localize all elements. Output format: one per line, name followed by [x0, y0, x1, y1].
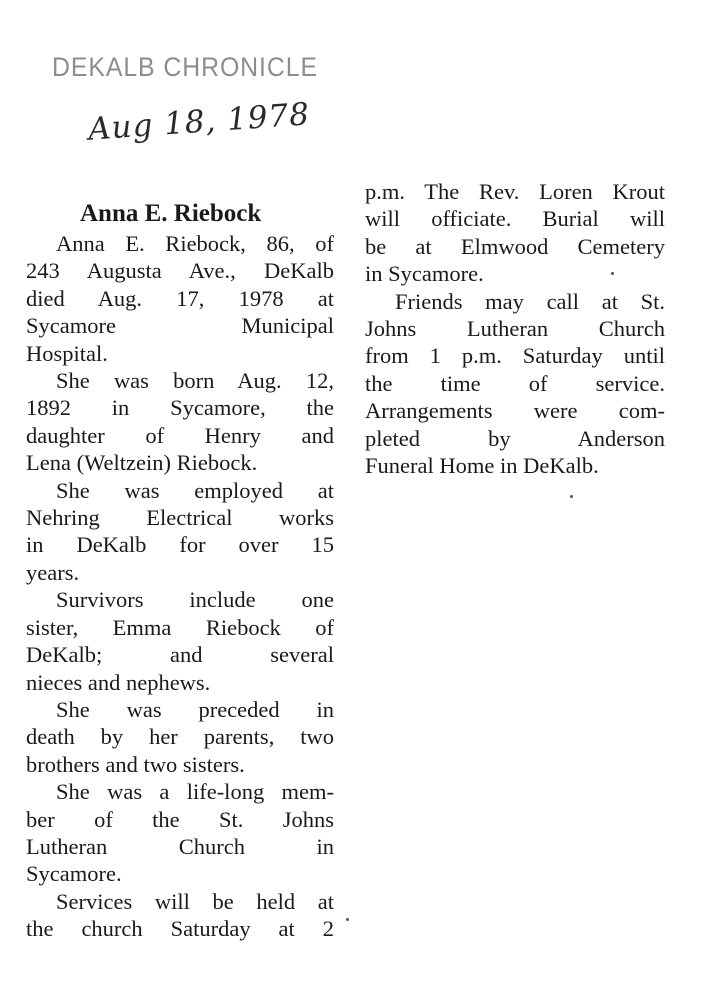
text-line: Survivors include one [56, 587, 334, 613]
text-line: Lutheran Church in [26, 833, 334, 859]
text-line: p.m. The Rev. Loren Krout [365, 179, 665, 204]
text-line: She was preceded in [56, 696, 334, 722]
obituary-column-2 [365, 178, 665, 479]
text-line: She was born Aug. 12, [56, 368, 334, 394]
text-line: sister, Emma Riebock of [26, 614, 334, 640]
newspaper-masthead: DEKALB CHRONICLE [52, 52, 318, 82]
text-line: ber of the St. Johns [26, 806, 334, 832]
text-line: died Aug. 17, 1978 at [26, 285, 334, 311]
text-line: daughter of Henry and [26, 422, 334, 448]
text-line: in Sycamore. [365, 261, 484, 287]
text-line: Arrangements were com- [365, 398, 665, 424]
text-line: She was a life-long mem- [56, 779, 334, 805]
obituary-column-1 [26, 230, 334, 943]
text-line: 1892 in Sycamore, the [26, 395, 334, 421]
text-line: 243 Augusta Ave., DeKalb [26, 258, 334, 284]
text-line: from 1 p.m. Saturday until [365, 343, 665, 369]
text-line: in DeKalb for over 15 [26, 532, 334, 558]
text-line: Hospital. [26, 340, 108, 366]
handwritten-date: Aug 18, 1978 [87, 96, 312, 148]
text-line: nieces and nephews. [26, 669, 211, 695]
text-line: DeKalb; and several [26, 642, 334, 668]
print-speck [611, 272, 614, 275]
text-line: the time of service. [365, 370, 665, 396]
text-line: Nehring Electrical works [26, 505, 334, 531]
text-line: Funeral Home in DeKalb. [365, 453, 599, 479]
text-line: death by her parents, two [26, 724, 334, 750]
text-line: Sycamore. [26, 861, 122, 887]
text-line: Friends may call at St. [395, 288, 665, 314]
text-line: pleted by Anderson [365, 425, 665, 451]
text-line: Services will be held at [56, 888, 334, 914]
text-line: Lena (Weltzein) Riebock. [26, 450, 258, 476]
text-line: the church Saturday at 2 [26, 916, 334, 942]
print-speck [346, 918, 349, 921]
obituary-headline: Anna E. Riebock [80, 200, 262, 227]
text-line: brothers and two sisters. [26, 751, 245, 777]
text-line: Johns Lutheran Church [365, 316, 665, 342]
text-line: will officiate. Burial will [365, 206, 665, 232]
text-line: be at Elmwood Cemetery [365, 233, 665, 259]
text-line: She was employed at [56, 477, 334, 503]
print-speck [570, 495, 573, 498]
text-line: Sycamore Municipal [26, 313, 334, 339]
text-line: years. [26, 559, 80, 585]
text-line: Anna E. Riebock, 86, of [56, 231, 334, 256]
